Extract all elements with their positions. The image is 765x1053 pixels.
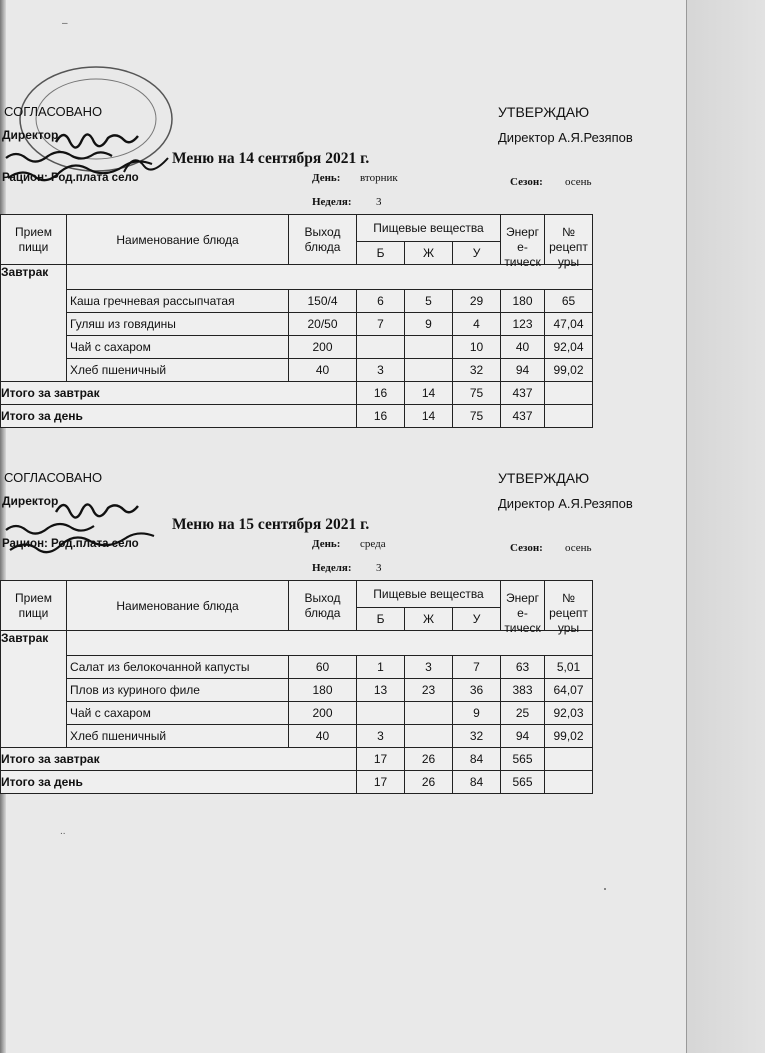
day-label: День:	[312, 172, 341, 184]
total-row	[1, 382, 593, 405]
dish-recipe: 65	[545, 290, 593, 313]
dish-output: 40	[289, 359, 357, 382]
total-b: 16	[357, 405, 405, 428]
dish-b: 6	[357, 290, 405, 313]
scan-speck	[604, 888, 606, 890]
header-meal: Прием пищи	[1, 215, 67, 265]
total-b: 17	[357, 771, 405, 794]
header-recipe: № рецепт уры	[545, 215, 593, 265]
header-energy: Энерг е- тическ	[501, 581, 545, 631]
total-zh: 26	[405, 771, 453, 794]
dish-recipe: 92,03	[545, 702, 593, 725]
dish-recipe: 99,02	[545, 359, 593, 382]
header-u: У	[453, 242, 501, 265]
day-value: вторник	[360, 172, 398, 184]
dish-name: Хлеб пшеничный	[67, 359, 289, 382]
header-output: Выход блюда	[289, 215, 357, 265]
dish-recipe: 64,07	[545, 679, 593, 702]
dish-u: 7	[453, 656, 501, 679]
ration-label: Рацион: Род.плата село	[2, 172, 139, 184]
menu-table	[0, 214, 593, 428]
dish-b: 3	[357, 359, 405, 382]
dish-recipe: 5,01	[545, 656, 593, 679]
table-row	[1, 336, 593, 359]
header-energy: Энерг е- тическ	[501, 215, 545, 265]
dish-output: 200	[289, 702, 357, 725]
dish-b: 7	[357, 313, 405, 336]
table-row	[1, 725, 593, 748]
dish-name: Гуляш из говядины	[67, 313, 289, 336]
dish-name: Плов из куриного филе	[67, 679, 289, 702]
table-row	[1, 359, 593, 382]
approve-label: УТВЕРЖДАЮ	[498, 470, 590, 486]
total-u: 84	[453, 771, 501, 794]
header-meal: Прием пищи	[1, 581, 67, 631]
ration-label: Рацион: Род.плата село	[2, 538, 139, 550]
page-edge-line	[686, 0, 687, 1053]
dish-u: 9	[453, 702, 501, 725]
dish-energy: 63	[501, 656, 545, 679]
scan-mark: –	[62, 18, 68, 29]
menu-title: Меню на 14 сентября 2021 г.	[172, 150, 370, 167]
dish-u: 36	[453, 679, 501, 702]
table-row	[1, 702, 593, 725]
header-nutrients: Пищевые вещества	[357, 215, 501, 242]
dish-name: Чай с сахаром	[67, 702, 289, 725]
total-u: 75	[453, 382, 501, 405]
director-left: Директор	[2, 494, 59, 508]
dish-u: 32	[453, 359, 501, 382]
total-recipe-empty	[545, 771, 593, 794]
dish-zh	[405, 702, 453, 725]
dish-b	[357, 702, 405, 725]
total-energy: 437	[501, 405, 545, 428]
total-recipe-empty	[545, 748, 593, 771]
approve-label: УТВЕРЖДАЮ	[498, 104, 590, 120]
meal-name: Завтрак	[1, 265, 67, 382]
table-row	[1, 679, 593, 702]
total-energy: 565	[501, 748, 545, 771]
dish-b	[357, 336, 405, 359]
total-row	[1, 748, 593, 771]
header-dish: Наименование блюда	[67, 581, 289, 631]
dish-name: Чай с сахаром	[67, 336, 289, 359]
total-row	[1, 405, 593, 428]
dish-recipe: 92,04	[545, 336, 593, 359]
scan-mark: ..	[60, 826, 66, 837]
total-label: Итого за день	[1, 405, 357, 428]
season-value: осень	[565, 176, 592, 188]
director-right: Директор А.Я.Резяпов	[498, 496, 633, 511]
header-zh: Ж	[405, 608, 453, 631]
season-label: Сезон:	[510, 176, 543, 188]
total-u: 84	[453, 748, 501, 771]
dish-b: 3	[357, 725, 405, 748]
season-value: осень	[565, 542, 592, 554]
header-dish: Наименование блюда	[67, 215, 289, 265]
total-recipe-empty	[545, 382, 593, 405]
dish-energy: 123	[501, 313, 545, 336]
total-label: Итого за день	[1, 771, 357, 794]
total-label: Итого за завтрак	[1, 748, 357, 771]
table-row	[1, 313, 593, 336]
dish-output: 40	[289, 725, 357, 748]
dish-name: Каша гречневая рассыпчатая	[67, 290, 289, 313]
dish-u: 10	[453, 336, 501, 359]
dish-energy: 383	[501, 679, 545, 702]
total-zh: 26	[405, 748, 453, 771]
dish-b: 13	[357, 679, 405, 702]
header-nutrients: Пищевые вещества	[357, 581, 501, 608]
week-value: 3	[376, 562, 382, 574]
dish-name: Хлеб пшеничный	[67, 725, 289, 748]
menu-title: Меню на 15 сентября 2021 г.	[172, 516, 370, 533]
table-row	[1, 656, 593, 679]
dish-zh	[405, 336, 453, 359]
total-b: 16	[357, 382, 405, 405]
dish-zh: 9	[405, 313, 453, 336]
day-value: среда	[360, 538, 386, 550]
dish-name: Салат из белокочанной капусты	[67, 656, 289, 679]
total-row	[1, 771, 593, 794]
dish-output: 180	[289, 679, 357, 702]
header-b: Б	[357, 608, 405, 631]
total-label: Итого за завтрак	[1, 382, 357, 405]
dish-energy: 25	[501, 702, 545, 725]
total-recipe-empty	[545, 405, 593, 428]
dish-zh	[405, 725, 453, 748]
total-zh: 14	[405, 405, 453, 428]
dish-recipe: 99,02	[545, 725, 593, 748]
dish-zh	[405, 359, 453, 382]
week-value: 3	[376, 196, 382, 208]
director-right: Директор А.Я.Резяпов	[498, 130, 633, 145]
dish-recipe: 47,04	[545, 313, 593, 336]
director-left: Директор	[2, 128, 59, 142]
header-b: Б	[357, 242, 405, 265]
header-zh: Ж	[405, 242, 453, 265]
dish-u: 4	[453, 313, 501, 336]
agreed-label: СОГЛАСОВАНО	[4, 104, 103, 119]
dish-energy: 40	[501, 336, 545, 359]
dish-energy: 180	[501, 290, 545, 313]
total-energy: 437	[501, 382, 545, 405]
week-label: Неделя:	[312, 562, 352, 574]
dish-zh: 5	[405, 290, 453, 313]
header-output: Выход блюда	[289, 581, 357, 631]
season-label: Сезон:	[510, 542, 543, 554]
dish-energy: 94	[501, 359, 545, 382]
header-u: У	[453, 608, 501, 631]
table-row	[1, 290, 593, 313]
dish-output: 200	[289, 336, 357, 359]
dish-energy: 94	[501, 725, 545, 748]
week-label: Неделя:	[312, 196, 352, 208]
total-u: 75	[453, 405, 501, 428]
dish-output: 60	[289, 656, 357, 679]
dish-u: 29	[453, 290, 501, 313]
page-margin-right	[686, 0, 765, 1053]
total-zh: 14	[405, 382, 453, 405]
menu-table	[0, 580, 593, 794]
total-energy: 565	[501, 771, 545, 794]
total-b: 17	[357, 748, 405, 771]
day-label: День:	[312, 538, 341, 550]
dish-zh: 23	[405, 679, 453, 702]
header-recipe: № рецепт уры	[545, 581, 593, 631]
meal-name: Завтрак	[1, 631, 67, 748]
dish-zh: 3	[405, 656, 453, 679]
dish-output: 150/4	[289, 290, 357, 313]
dish-b: 1	[357, 656, 405, 679]
dish-output: 20/50	[289, 313, 357, 336]
agreed-label: СОГЛАСОВАНО	[4, 470, 103, 485]
dish-u: 32	[453, 725, 501, 748]
